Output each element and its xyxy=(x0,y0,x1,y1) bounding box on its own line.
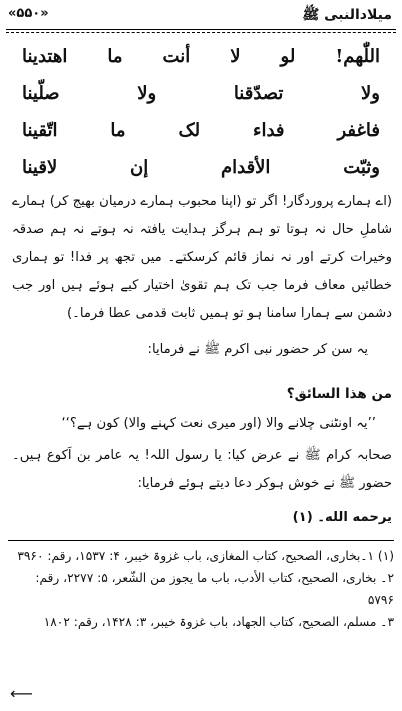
poem-word: لک xyxy=(178,120,201,141)
poem-verse xyxy=(12,149,390,186)
arabic-question: من هذا السائق؟ xyxy=(286,386,392,402)
poem-verse xyxy=(12,112,390,149)
header-rule xyxy=(6,29,396,30)
poem-verse xyxy=(12,75,390,112)
footnote-item: (۱) ۱۔بخاری، الصحیح، کتاب المغازی، باب غزوۃ خیبر، ۴: ۱۵۳۷، رقم: ۳۹۶۰ xyxy=(17,549,394,563)
poem-word: وثبّت xyxy=(343,157,380,178)
urdu-translation: (اے ہمارے پروردگار! اگر تو (اپنا محبوب ہمارے درمیان بھیج کر) ہمارے شاملِ حال نہ ہوتا تو ہم ہرگز ہدایت یافتہ نہ ہوتے نہ ہم صدقہ وخیرات کرتے اور نہ نماز قائم کرسکتے۔ میں تجھ پر فدا! تو ہماری خطائیں معاف فرما جب تک ہم تقویٰ اختیار کیے ہوئے ہیں اور جب دشمن سے ہمارا سامنا ہو تو ہمیں ثابت قدمی عطا فرما۔) xyxy=(12,194,392,321)
poem-word: إن xyxy=(129,157,149,178)
question-translation: ’’یہ اونٹنی چلانے والا (اور میری نعت کہنے والا) کون ہے؟‘‘ xyxy=(61,416,376,431)
page-number: «۵۵۰» xyxy=(8,6,49,21)
poem-word: صلّینا xyxy=(22,83,60,104)
poem-word: اللّٰھم! xyxy=(335,46,380,67)
companions-reply: صحابہ کرام ﷺ نے عرض کیا: یا رسول اللہ! یہ عامر بن اَکوع ہیں۔ حضور ﷺ نے خوش ہوکر دعا دیتے ہوئے فرمایا: xyxy=(12,448,392,491)
poem-word: لو xyxy=(280,46,296,67)
poem-word: اھتدینا xyxy=(22,46,68,67)
poem-word: لاقینا xyxy=(22,157,58,178)
book-title: میلادالنبی ﷺ xyxy=(302,7,392,23)
poem-word: ولا xyxy=(137,83,157,104)
footnote-item: ۲۔ بخاری، الصحیح، کتاب الأدب، باب ما یجوز من الشّعر، ۵: ۲۲۷۷، رقم: ۵۷۹۶ xyxy=(35,571,394,607)
footnote-separator xyxy=(8,540,394,541)
poem-word: ما xyxy=(110,120,126,141)
footnote-item: ۳۔ مسلم، الصحیح، کتاب الجھاد، باب غزوۃ خیبر، ۳: ۱۴۲۸، رقم: ۱۸۰۲ xyxy=(43,615,394,629)
poem-word: الأقدام xyxy=(220,157,271,178)
poem-word: تصدّقنا xyxy=(233,83,284,104)
footnotes xyxy=(10,545,394,633)
poem-word: اتّقینا xyxy=(22,120,58,141)
poem-word: أنت xyxy=(162,46,191,67)
poem-word: ما xyxy=(107,46,123,67)
continue-arrow-icon: ⟵ xyxy=(10,684,33,703)
poem-word: فاغفر xyxy=(337,120,380,141)
narration-line: یہ سن کر حضور نبی اکرم ﷺ نے فرمایا: xyxy=(147,342,368,357)
arabic-dua: یرحمه الله۔ (۱) xyxy=(292,510,392,525)
header-dashed-rule xyxy=(6,32,396,33)
poem-word: لا xyxy=(230,46,241,67)
poem-verse xyxy=(12,38,390,75)
page-header xyxy=(8,6,394,30)
poem-word: ولا xyxy=(361,83,380,104)
arabic-poem xyxy=(12,38,390,186)
poem-word: فداء xyxy=(253,120,285,141)
